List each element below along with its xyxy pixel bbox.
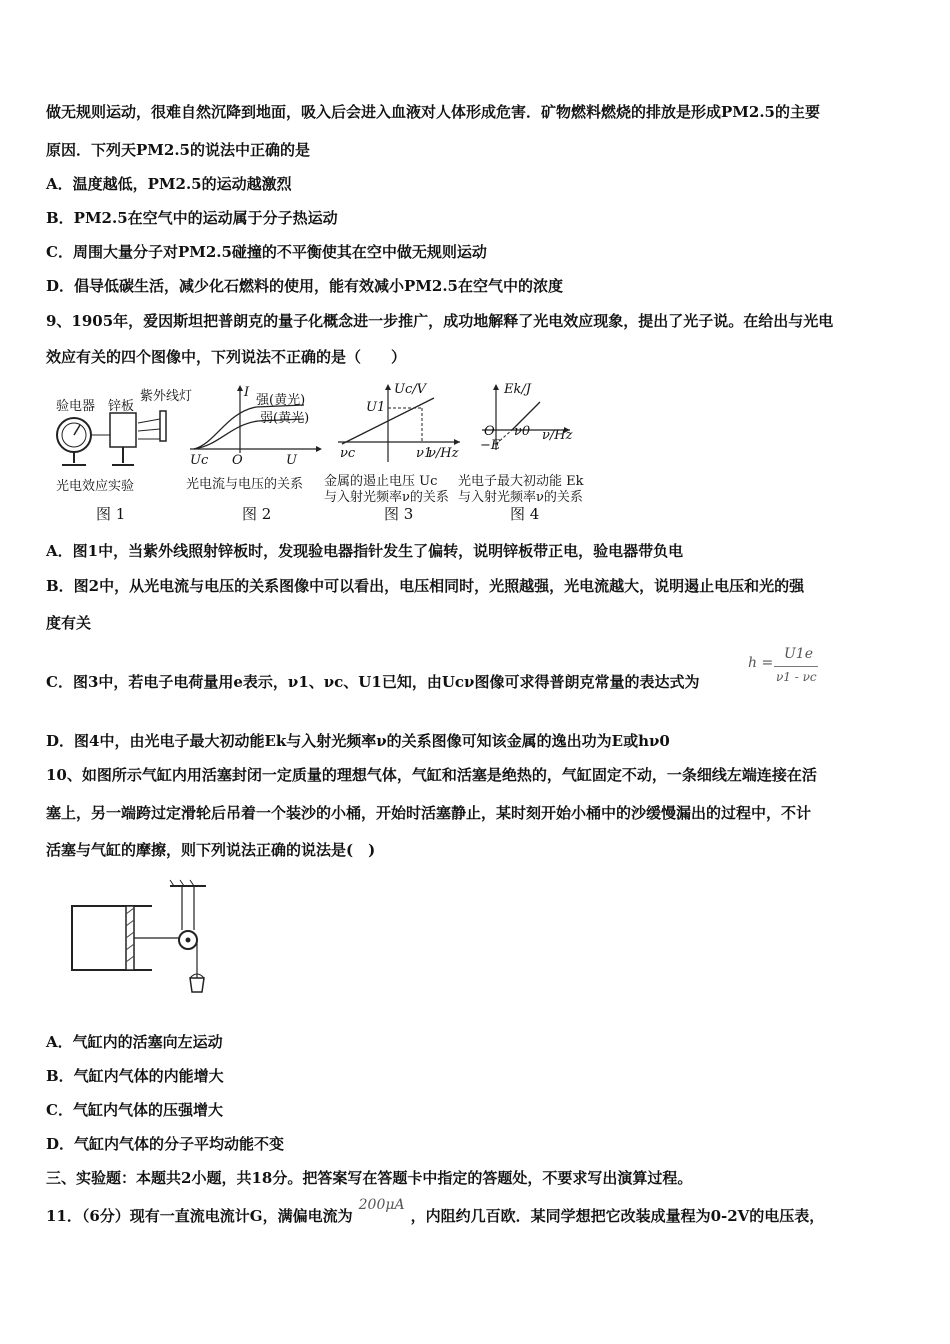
fig2-axis-i: I (244, 385, 250, 400)
fig3-axis-x: ν/Hz (428, 446, 459, 461)
formula-fraction-bar (774, 666, 818, 667)
cylinder-pulley-figure (66, 874, 236, 1004)
fig4-nu-0: ν0 (514, 424, 531, 439)
q10-option-a: A．气缸内的活塞向左运动 (46, 1033, 223, 1051)
fig3-nu-c: νc (340, 446, 356, 461)
q10-option-c: C．气缸内气体的压强增大 (46, 1101, 223, 1119)
q8-option-d: D．倡导低碳生活，减少化石燃料的使用，能有效减小PM2.5在空气中的浓度 (46, 277, 563, 295)
fig2-uc-label: Uc (190, 453, 209, 468)
q8-option-a: A．温度越低，PM2.5的运动越激烈 (46, 175, 292, 193)
fig3-number: 图 3 (384, 505, 414, 523)
fig2-weak-label: 弱(黄光) (260, 411, 310, 426)
fig1-label-uv-lamp: 紫外线灯 (140, 389, 193, 404)
q11-part-1: 11．（6分）现有一直流电流计G，满偏电流为 (46, 1207, 353, 1225)
fig3-axis-y: Uc/V (394, 382, 427, 397)
fig1-number: 图 1 (96, 505, 126, 523)
q10-stem-1: 10、如图所示气缸内用活塞封闭一定质量的理想气体，气缸和活塞是绝热的，气缸固定不动，一条细线左端连接在活 (46, 766, 817, 784)
fig3-u1: U1 (366, 400, 386, 415)
q9-option-b-2: 度有关 (46, 614, 92, 632)
fig2-number: 图 2 (242, 505, 272, 523)
fig3-nu-1: ν1 (416, 446, 433, 461)
fig4-caption-2: 与入射光频率ν的关系 (458, 490, 583, 505)
q10-stem-2: 塞上，另一端跨过定滑轮后吊着一个装沙的小桶，开始时活塞静止，某时刻开始小桶中的沙缓慢漏出的过程中，不计 (46, 804, 812, 822)
fig2-caption: 光电流与电压的关系 (186, 477, 304, 492)
q9-option-a: A．图1中，当紫外线照射锌板时，发现验电器指针发生了偏转，说明锌板带正电，验电器带负电 (46, 542, 684, 560)
q9-option-d: D．图4中，由光电子最大初动能Ek与入射光频率ν的关系图像可知该金属的逸出功为E或hν0 (46, 732, 670, 750)
figure-3 (322, 380, 462, 528)
figure-4 (458, 380, 598, 528)
q9-option-c: C．图3中，若电子电荷量用e表示，ν1、νc、U1已知，由Ucν图像可求得普朗克常量的表达式为 (46, 673, 700, 691)
figure-1 (48, 383, 193, 528)
fig3-caption-2: 与入射光频率ν的关系 (324, 490, 449, 505)
q11-line (46, 1197, 825, 1227)
q11-part-2: ，内阻约几百欧．某同学想把它改装成量程为0-2V的电压表， (410, 1207, 825, 1225)
formula-planck (748, 646, 828, 692)
fig2-origin: O (232, 453, 243, 468)
fig4-axis-x: ν/Hz (542, 428, 573, 443)
fig1-label-electroscope: 验电器 (56, 399, 96, 414)
figure-2 (186, 383, 322, 528)
formula-h: h = (748, 655, 774, 671)
q9-stem-1: 9、1905年，爱因斯坦把普朗克的量子化概念进一步推广，成功地解释了光电效应现象，提出了光子说。在给出与光电 (46, 312, 834, 330)
fig4-axis-y: Ek/J (504, 382, 531, 397)
q8-option-c: C．周围大量分子对PM2.5碰撞的不平衡使其在空中做无规则运动 (46, 243, 487, 261)
fig4-origin: O (484, 424, 495, 439)
q9-stem-2: 效应有关的四个图像中，下列说法不正确的是（ ） (46, 348, 407, 366)
q10-stem-3: 活塞与气缸的摩擦，则下列说法正确的说法是( ) (46, 841, 376, 859)
fig1-label-zinc: 锌板 (108, 399, 135, 414)
intro-line-1: 做无规则运动，很难自然沉降到地面，吸入后会进入血液对人体形成危害．矿物燃料燃烧的排放是形成PM2.5的主要 (46, 103, 820, 121)
q10-option-b: B．气缸内气体的内能增大 (46, 1067, 224, 1085)
fig2-axis-u: U (286, 453, 297, 468)
fig4-neg-e: −E (480, 438, 501, 453)
fig4-caption-1: 光电子最大初动能 Ek (458, 474, 584, 489)
q10-option-d: D．气缸内气体的分子平均动能不变 (46, 1135, 285, 1153)
fig2-strong-label: 强(黄光) (256, 393, 306, 408)
fig3-caption-1: 金属的遏止电压 Uc (324, 474, 438, 489)
section-3-heading: 三、实验题：本题共2小题，共18分。把答案写在答题卡中指定的答题处，不要求写出演算过程。 (46, 1169, 693, 1187)
intro-line-2: 原因．下列天PM2.5的说法中正确的是 (46, 141, 310, 159)
formula-denominator: ν1 - νc (776, 670, 817, 684)
fig4-number: 图 4 (510, 505, 540, 523)
q8-option-b: B．PM2.5在空气中的运动属于分子热运动 (46, 209, 338, 227)
formula-numerator: U1e (784, 646, 813, 662)
fig1-caption: 光电效应实验 (56, 479, 135, 494)
q11-current: 200μA (358, 1197, 405, 1213)
q9-option-b-1: B．图2中，从光电流与电压的关系图像中可以看出，电压相同时，光照越强，光电流越大，说明遏止电压和光的强 (46, 577, 805, 595)
